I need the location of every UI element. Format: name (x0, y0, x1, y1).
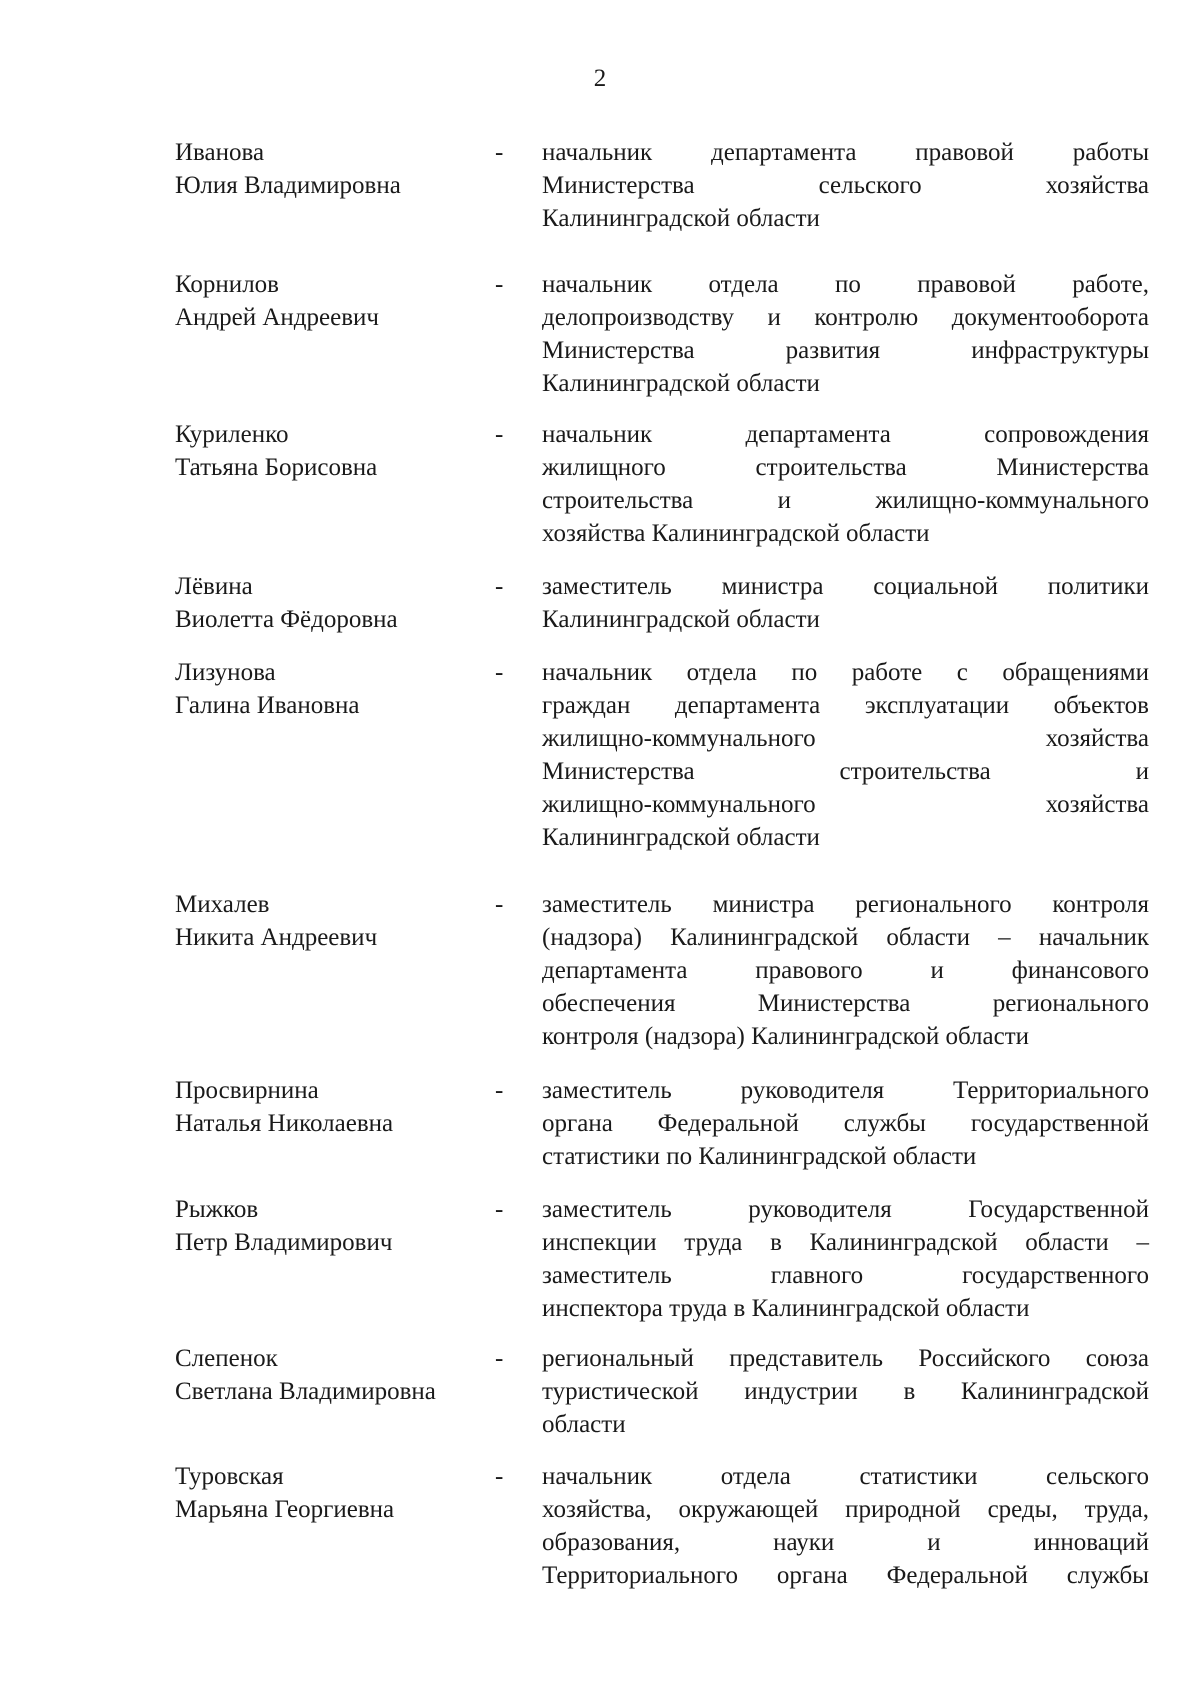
position-line: (надзора) Калининградской области – начальник (542, 924, 1149, 951)
separator-dash: - (495, 1345, 504, 1372)
member-name (175, 888, 475, 954)
separator-dash: - (495, 1463, 504, 1490)
position-line: образования, науки и инноваций (542, 1529, 1149, 1556)
position-line: начальник отдела по работе с обращениями (542, 659, 1149, 686)
member-position (542, 656, 1149, 854)
member-given-names: Галина Ивановна (175, 692, 360, 719)
member-given-names: Никита Андреевич (175, 924, 378, 951)
position-line: инспектора труда в Калининградской области (542, 1295, 1030, 1322)
position-line: заместитель министра социальной политики (542, 573, 1149, 600)
position-line: жилищно-коммунального хозяйства (542, 791, 1149, 818)
position-line: Калининградской области (542, 370, 820, 397)
member-name (175, 656, 475, 722)
position-line: граждан департамента эксплуатации объектов (542, 692, 1149, 719)
position-line: заместитель руководителя Государственной (542, 1196, 1149, 1223)
member-surname: Корнилов (175, 271, 279, 298)
separator-dash: - (495, 659, 504, 686)
position-line: департамента правового и финансового (542, 957, 1149, 984)
member-surname: Иванова (175, 139, 265, 166)
member-surname: Лизунова (175, 659, 276, 686)
member-surname: Куриленко (175, 421, 289, 448)
member-position (542, 1074, 1149, 1173)
member-given-names: Светлана Владимировна (175, 1378, 436, 1405)
page-number: 2 (593, 65, 607, 92)
member-name (175, 1460, 475, 1526)
member-surname: Просвирнина (175, 1077, 319, 1104)
member-given-names: Марьяна Георгиевна (175, 1496, 395, 1523)
member-name (175, 570, 475, 636)
separator-dash: - (495, 139, 504, 166)
separator-dash: - (495, 1077, 504, 1104)
member-position (542, 570, 1149, 636)
member-surname: Лёвина (175, 573, 253, 600)
position-line: Калининградской области (542, 824, 820, 851)
position-line: Министерства строительства и (542, 758, 1149, 785)
position-line: жилищного строительства Министерства (542, 454, 1149, 481)
member-surname: Туровская (175, 1463, 284, 1490)
member-name (175, 268, 475, 334)
member-position (542, 1460, 1149, 1592)
member-given-names: Наталья Николаевна (175, 1110, 394, 1137)
member-surname: Рыжков (175, 1196, 259, 1223)
separator-dash: - (495, 573, 504, 600)
position-line: начальник департамента правовой работы (542, 139, 1149, 166)
position-line: начальник отдела статистики сельского (542, 1463, 1149, 1490)
position-line: статистики по Калининградской области (542, 1143, 977, 1170)
position-line: области (542, 1411, 626, 1438)
position-line: начальник департамента сопровождения (542, 421, 1149, 448)
position-line: заместитель министра регионального контроля (542, 891, 1149, 918)
position-line: делопроизводству и контролю документооборота (542, 304, 1149, 331)
position-line: заместитель главного государственного (542, 1262, 1149, 1289)
member-given-names: Андрей Андреевич (175, 304, 379, 331)
member-position (542, 268, 1149, 400)
separator-dash: - (495, 421, 504, 448)
member-name (175, 418, 475, 484)
member-position (542, 1193, 1149, 1325)
separator-dash: - (495, 1196, 504, 1223)
member-name (175, 1193, 475, 1259)
member-given-names: Виолетта Фёдоровна (175, 606, 398, 633)
member-surname: Слепенок (175, 1345, 278, 1372)
position-line: хозяйства Калининградской области (542, 520, 930, 547)
position-line: Министерства развития инфраструктуры (542, 337, 1149, 364)
position-line: жилищно-коммунального хозяйства (542, 725, 1149, 752)
position-line: Калининградской области (542, 606, 820, 633)
member-name (175, 1342, 475, 1408)
member-given-names: Юлия Владимировна (175, 172, 401, 199)
member-given-names: Татьяна Борисовна (175, 454, 378, 481)
member-name (175, 1074, 475, 1140)
position-line: региональный представитель Российского союза (542, 1345, 1149, 1372)
member-position (542, 888, 1149, 1053)
member-surname: Михалев (175, 891, 270, 918)
position-line: обеспечения Министерства регионального (542, 990, 1149, 1017)
position-line: заместитель руководителя Территориального (542, 1077, 1149, 1104)
position-line: туристической индустрии в Калининградской (542, 1378, 1149, 1405)
member-given-names: Петр Владимирович (175, 1229, 393, 1256)
member-position (542, 418, 1149, 550)
position-line: Территориального органа Федеральной службы (542, 1562, 1149, 1589)
member-position (542, 136, 1149, 235)
separator-dash: - (495, 271, 504, 298)
separator-dash: - (495, 891, 504, 918)
position-line: контроля (надзора) Калининградской области (542, 1023, 1030, 1050)
position-line: органа Федеральной службы государственной (542, 1110, 1149, 1137)
position-line: Калининградской области (542, 205, 820, 232)
member-name (175, 136, 475, 202)
position-line: строительства и жилищно-коммунального (542, 487, 1149, 514)
position-line: инспекции труда в Калининградской области – (542, 1229, 1149, 1256)
member-position (542, 1342, 1149, 1441)
position-line: Министерства сельского хозяйства (542, 172, 1149, 199)
position-line: начальник отдела по правовой работе, (542, 271, 1149, 298)
position-line: хозяйства, окружающей природной среды, труда, (542, 1496, 1149, 1523)
